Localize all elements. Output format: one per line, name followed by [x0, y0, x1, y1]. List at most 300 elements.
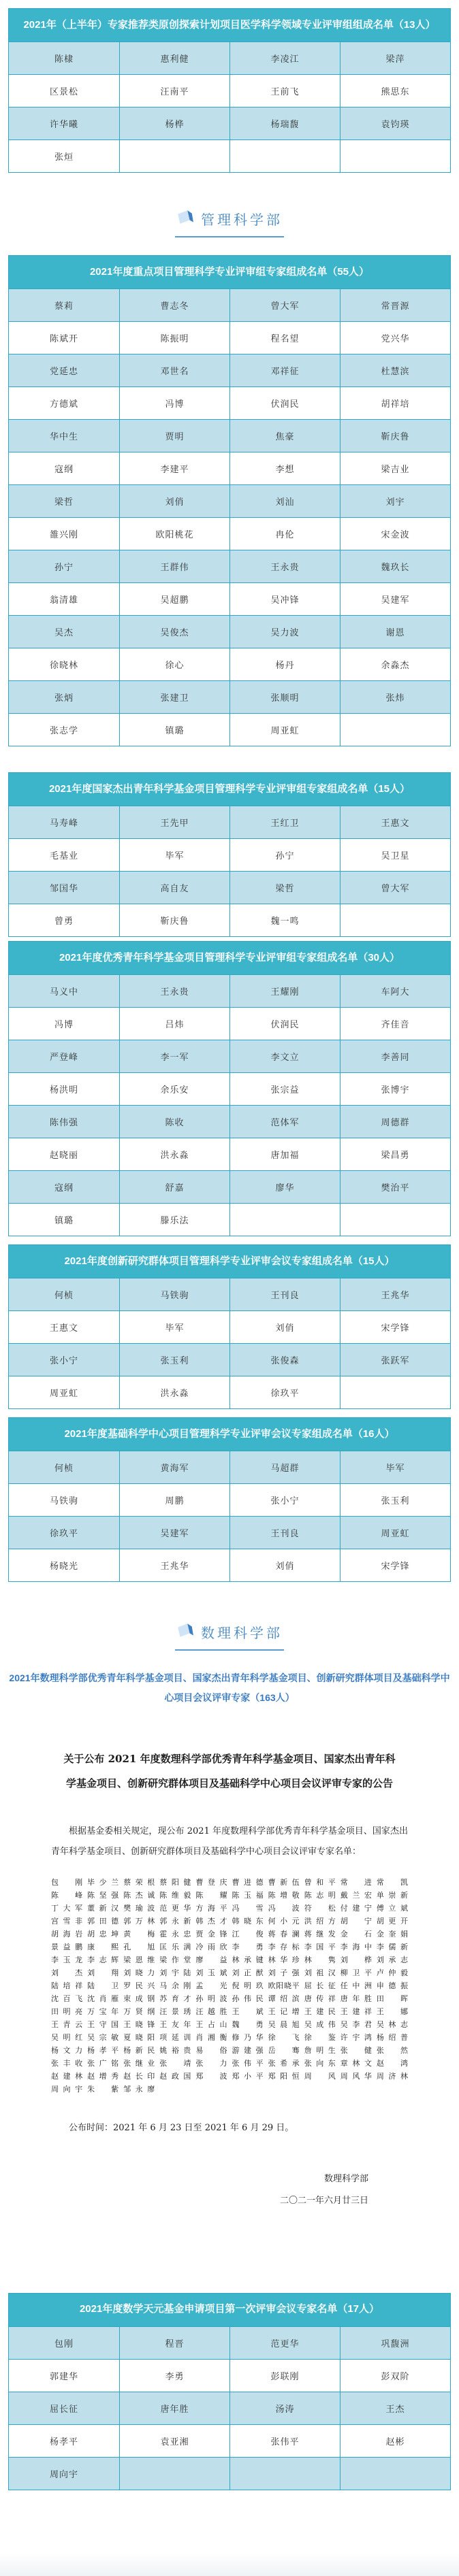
expert-name-cell: 毕军 [119, 839, 230, 871]
expert-name-cell: 袁钧瑛 [340, 108, 450, 139]
doc-expert-name: 刘子强 [268, 1968, 300, 1977]
bottom-spacer [0, 2490, 459, 2553]
doc-expert-name: 朱紫 [87, 2084, 119, 2094]
doc-expert-name: 束成钢 [123, 1994, 155, 2003]
doc-expert-name: 景益鹏 [51, 1942, 83, 1951]
doc-expert-name: 曹新伍 [268, 1877, 300, 1887]
expert-name-cell: 王惠文 [49, 1323, 78, 1333]
expert-name-cell: 惠利健 [119, 42, 230, 74]
doc-expert-name: 刘玉斌 [195, 1968, 227, 1977]
footer-hint [0, 2553, 459, 2576]
doc-expert-name: 王晓锋 [123, 2019, 155, 2029]
expert-name-cell: 曾勇 [54, 916, 74, 926]
table-row [9, 806, 450, 838]
doc-expert-name: 陈耀 [195, 1890, 227, 1900]
expert-name-cell: 洪永淼 [119, 1138, 230, 1170]
expert-name-cell: 袁亚湘 [119, 2425, 230, 2457]
expert-name-cell: 周向宇 [49, 2468, 78, 2479]
expert-name-cell: 张建卫 [119, 681, 230, 713]
doc-expert-name: 曹登庆 [195, 1877, 227, 1887]
table-row [9, 871, 450, 904]
expert-name-cell: 严登峰 [49, 1052, 78, 1062]
doc-expert-name: 董新汉 [87, 1903, 119, 1913]
expert-table-tianyuan [8, 2293, 451, 2490]
expert-name-cell: 吴建军 [340, 583, 450, 615]
doc-expert-name: 王青云 [51, 2019, 83, 2029]
doc-expert-name: 洪绍方 [304, 1916, 336, 1926]
expert-name-cell: 余淼杰 [340, 648, 450, 680]
table-row [9, 1549, 450, 1581]
doc-expert-name: 王友年 [159, 2019, 191, 2029]
expert-name-cell: 王永贵 [230, 550, 340, 582]
doc-name-row [51, 1915, 408, 1928]
doc-expert-name: 单崇新 [376, 1890, 408, 1900]
expert-name-cell: 范更华 [230, 2327, 340, 2359]
doc-expert-name: 蔡荣根 [123, 1877, 155, 1887]
doc-expert-name: 王建民 [304, 2007, 336, 2016]
doc-expert-name: 周风华 [340, 2071, 372, 2081]
dept-underline [175, 236, 284, 237]
doc-expert-name: 修乃华 [232, 2032, 264, 2042]
expert-name-cell: 杨瑞馥 [230, 108, 340, 139]
expert-name-cell: 陈收 [119, 1106, 230, 1138]
doc-expert-name: 万贤纲 [123, 2007, 155, 2016]
expert-name-cell: 欧阳桃花 [119, 518, 230, 550]
expert-name-cell: 宋金波 [340, 518, 450, 550]
expert-name-cell: 方德斌 [49, 399, 78, 409]
table-row [9, 139, 450, 172]
table-row [9, 1451, 450, 1483]
doc-expert-name: 陈增敬 [268, 1890, 300, 1900]
doc-expert-name: 张继业 [123, 2058, 155, 2068]
expert-name-cell [119, 2458, 230, 2490]
doc-expert-name: 周济林 [376, 2071, 408, 2081]
doc-expert-name: 丁大军 [51, 1903, 83, 1913]
doc-expert-name: 陈玉福 [232, 1890, 264, 1900]
expert-name-cell: 吴力波 [230, 616, 340, 648]
expert-name-cell: 徐晓林 [49, 660, 78, 670]
expert-name-cell: 刘汕 [230, 485, 340, 517]
expert-name-cell: 徐心 [119, 648, 230, 680]
doc-expert-name: 许宇鸿 [340, 2032, 372, 2042]
expert-name-cell: 梁吉业 [340, 452, 450, 484]
doc-expert-name: 郑小平 [232, 2071, 264, 2081]
doc-expert-name: 谭绍滨 [268, 1994, 300, 2003]
doc-expert-name: 赵建林 [51, 2071, 83, 2081]
expert-name-cell: 唐年胜 [119, 2392, 230, 2424]
doc-expert-name: 胡海岩 [51, 1929, 83, 1938]
expert-name-cell: 李一军 [119, 1040, 230, 1072]
table-row [9, 615, 450, 648]
doc-expert-name: 田明亮 [51, 2007, 83, 2016]
announcement-paragraph: 根据基金委相关规定，现公布 2021 年度数理科学部优秀青年科学基金项目、国家杰出青年科学基金项目、创新研究群体项目及基础科学中心项目会议评审专家名单： [51, 1826, 408, 1857]
expert-name-cell [340, 2458, 450, 2490]
table-row [9, 288, 450, 321]
expert-name-cell [340, 904, 450, 936]
table-row [9, 419, 450, 452]
expert-name-cell: 马寿峰 [49, 818, 78, 828]
table-row [9, 680, 450, 713]
table-row [9, 1516, 450, 1549]
doc-expert-name: 汪越胜 [195, 2007, 227, 2016]
expert-name-cell: 杨晓光 [49, 1561, 78, 1571]
expert-name-cell: 王兆华 [119, 1549, 230, 1581]
expert-name-cell: 樊治平 [340, 1171, 450, 1203]
doc-expert-name: 吴成伟 [304, 2019, 336, 2029]
expert-name-cell [340, 140, 450, 172]
expert-name-cell [230, 1204, 340, 1236]
doc-expert-name: 戴兰宏 [340, 1890, 372, 1900]
doc-expert-name: 毕少兰 [87, 1877, 119, 1887]
doc-name-row [51, 2044, 408, 2057]
expert-name-cell: 吴俊杰 [119, 616, 230, 648]
expert-name-cell: 王红卫 [230, 806, 340, 838]
expert-name-cell: 高自友 [119, 872, 230, 904]
doc-expert-name: 韩杰才 [195, 1916, 227, 1926]
expert-name-cell: 彭双阶 [340, 2360, 450, 2392]
doc-expert-name: 梁恩维 [123, 1955, 155, 1964]
table-row [9, 517, 450, 550]
expert-table-basic-science-centers [8, 1417, 451, 1582]
doc-expert-name: 霍永忠 [159, 1929, 191, 1938]
doc-expert-name: 江俊 [232, 1929, 264, 1938]
table-row [9, 1278, 450, 1310]
doc-expert-name: 张然 [376, 2045, 408, 2055]
doc-expert-name: 陈峰 [51, 1890, 83, 1900]
table-row [9, 1072, 450, 1105]
expert-name-cell: 张志学 [49, 725, 78, 736]
doc-expert-name: 王守国 [87, 2019, 119, 2029]
doc-expert-name: 蒋继发 [304, 1929, 336, 1938]
expert-name-cell: 李善同 [340, 1040, 450, 1072]
doc-expert-name: 梁作堂 [159, 1955, 191, 1964]
expert-name-cell: 吴卫星 [340, 839, 450, 871]
expert-name-cell: 周亚虹 [340, 1517, 450, 1549]
expert-name-cell: 梁昌勇 [340, 1138, 450, 1170]
expert-name-cell: 徐玖平 [230, 1376, 340, 1408]
doc-expert-name: 曾和平 [304, 1877, 336, 1887]
expert-name-cell: 梁萍 [340, 42, 450, 74]
expert-name-cell: 冯博 [54, 1019, 74, 1029]
doc-expert-name: 唐传祥 [304, 1994, 336, 2003]
doc-expert-name: 苏育才 [159, 1994, 191, 2003]
expert-name-cell: 靳庆鲁 [340, 420, 450, 452]
doc-expert-name: 郑阳恒 [268, 2071, 300, 2081]
expert-name-cell: 王永贵 [119, 975, 230, 1007]
doc-expert-name: 范更华 [159, 1903, 191, 1913]
table-row [9, 2392, 450, 2424]
doc-expert-name: 詹明生 [304, 2045, 336, 2055]
table-title: 2021年度数学天元基金申请项目第一次评审会议专家名单（17人） [9, 2294, 450, 2326]
doc-expert-name: 刘正猷 [232, 1968, 264, 1977]
expert-table-medical [8, 8, 451, 173]
expert-name-cell: 刘俏 [119, 485, 230, 517]
doc-expert-name: 吴明红 [51, 2032, 83, 2042]
table-row [9, 321, 450, 354]
doc-expert-name: 张丰收 [51, 2058, 83, 2068]
table-row [9, 386, 450, 419]
math-physics-subtitle: 2021年数理科学部优秀青年科学基金项目、国家杰出青年科学基金项目、创新研究群体项目及基础科学中心项目会议评审专家（163人） [9, 1672, 450, 1704]
expert-name-cell: 余乐安 [119, 1073, 230, 1105]
doc-expert-name: 杨文力 [51, 2045, 83, 2055]
doc-expert-name: 吴李君 [340, 2019, 372, 2029]
table-row [9, 838, 450, 871]
expert-name-cell: 张小宁 [49, 1355, 78, 1366]
doc-expert-name: 赵增秀 [87, 2071, 119, 2081]
expert-name-cell: 吴超鹏 [119, 583, 230, 615]
dept-label-management: 管理科学部 [201, 213, 283, 228]
expert-name-cell: 许华曦 [49, 119, 78, 129]
doc-expert-name: 李志辉 [87, 1955, 119, 1964]
doc-expert-name: 刘翔 [87, 1968, 119, 1977]
expert-name-cell: 翁清雄 [49, 595, 78, 605]
table-row [9, 1007, 450, 1040]
expert-name-cell: 伏润民 [230, 1008, 340, 1040]
doc-expert-name: 何小元 [268, 1916, 300, 1926]
doc-expert-name: 汪景琇 [159, 2007, 191, 2016]
expert-name-cell: 梁哲 [54, 497, 74, 507]
expert-name-cell: 寇纲 [54, 464, 74, 474]
doc-expert-name: 任中洲 [340, 1981, 372, 1990]
expert-name-cell: 汤涛 [230, 2392, 340, 2424]
expert-name-cell: 张炜 [340, 681, 450, 713]
doc-expert-name: 刘祖汉 [304, 1968, 336, 1977]
expert-name-cell: 梁哲 [230, 872, 340, 904]
expert-name-cell: 杨丹 [230, 648, 340, 680]
table-row [9, 904, 450, 936]
expert-name-cell: 吴冲锋 [230, 583, 340, 615]
doc-expert-name: 卢仲毅 [376, 1968, 408, 1977]
doc-name-row [51, 1979, 408, 1992]
expert-name-cell: 舒嘉 [119, 1171, 230, 1203]
expert-name-cell: 赵晓丽 [49, 1150, 78, 1160]
expert-name-cell [340, 1204, 450, 1236]
doc-expert-name: 张伟平 [232, 2058, 264, 2068]
doc-expert-name: 王娜 [376, 2007, 408, 2016]
expert-name-cell: 刘俏 [230, 1311, 340, 1343]
expert-name-cell: 张玉利 [119, 1344, 230, 1376]
expert-name-cell: 杨洪明 [49, 1085, 78, 1095]
expert-name-cell: 曾大军 [340, 872, 450, 904]
expert-name-cell: 马铁驹 [119, 1278, 230, 1310]
expert-name-cell: 孙宁 [230, 839, 340, 871]
doc-expert-name: 杨绍普 [376, 2032, 408, 2042]
table-row [9, 74, 450, 107]
table-row [9, 974, 450, 1007]
expert-name-cell: 周亚虹 [49, 1388, 78, 1398]
expert-name-cell: 蔡莉 [54, 301, 74, 311]
doc-expert-name: 倪明玖 [232, 1981, 264, 1990]
doc-name-row [51, 1992, 408, 2005]
doc-expert-name: 邹永廖 [123, 2084, 155, 2094]
cube-icon [176, 1621, 194, 1642]
doc-expert-name: 欧阳晓平 [268, 1981, 300, 1990]
table-title: 2021年度国家杰出青年科学基金项目管理科学专业评审组专家组成名单（15人） [9, 773, 450, 806]
expert-name-cell: 宋学锋 [340, 1311, 450, 1343]
expert-name-cell: 伏润民 [230, 387, 340, 419]
doc-expert-name: 包刚 [51, 1877, 83, 1887]
doc-expert-name: 方海平 [195, 1903, 227, 1913]
expert-name-cell: 毛基业 [49, 851, 78, 861]
table-row [9, 1203, 450, 1236]
announcement-title: 关于公布 2021 年度数理科学部优秀青年科学基金项目、国家杰出青年科学基金项目、创新研究群体项目及基础科学中心项目会议评审专家的公告 [63, 1752, 396, 1789]
doc-name-row [51, 1966, 408, 1979]
doc-expert-name: 廖益 [195, 1955, 227, 1964]
doc-expert-name: 柳卫平 [340, 1968, 372, 1977]
doc-expert-name: 郭万林 [123, 1916, 155, 1926]
expert-name-cell: 何桢 [54, 1463, 74, 1473]
expert-name-cell: 常晋源 [340, 289, 450, 321]
table-title: 2021年度创新研究群体项目管理科学专业评审会议专家组成名单（15人） [9, 1245, 450, 1278]
expert-name-cell: 张伟平 [230, 2425, 340, 2457]
expert-name-cell: 王先甲 [119, 806, 230, 838]
doc-expert-name: 冯波 [268, 1903, 300, 1913]
doc-expert-name: 林承键 [232, 1955, 264, 1964]
doc-expert-name: 符松 [304, 1903, 336, 1913]
doc-expert-name: 易俗 [195, 2045, 227, 2055]
expert-name-cell: 马铁驹 [49, 1496, 78, 1506]
expert-name-cell: 刘俏 [230, 1549, 340, 1581]
doc-expert-name: 孙明波 [195, 1994, 227, 2003]
expert-name-cell: 廖华 [230, 1171, 340, 1203]
doc-expert-name: 李存标 [268, 1942, 300, 1951]
doc-expert-name: 林隽 [304, 1955, 336, 1964]
doc-expert-name: 岳骞 [268, 2045, 300, 2055]
expert-name-cell: 周鹏 [119, 1484, 230, 1516]
doc-name-row [51, 1889, 408, 1902]
expert-name-cell: 彭联刚 [230, 2360, 340, 2392]
doc-expert-name: 章林文 [340, 2058, 372, 2068]
expert-name-cell [340, 1376, 450, 1408]
expert-name-cell: 汪南平 [119, 75, 230, 107]
expert-name-cell: 张博宇 [340, 1073, 450, 1105]
doc-expert-name: 孙伟民 [232, 1994, 264, 2003]
expert-name-cell: 徐玖平 [49, 1528, 78, 1538]
doc-expert-name: 吴晨旭 [268, 2019, 300, 2029]
doc-expert-name: 匡乐满 [159, 1942, 191, 1951]
expert-name-cell: 曹志冬 [119, 289, 230, 321]
table-row [9, 42, 450, 74]
expert-name-cell: 魏玖长 [340, 550, 450, 582]
expert-name-cell: 华中生 [49, 431, 78, 442]
expert-name-cell: 刘宇 [340, 485, 450, 517]
expert-name-cell: 吴建军 [119, 1517, 230, 1549]
expert-name-cell: 杜慧滨 [340, 354, 450, 386]
expert-name-cell: 滕乐法 [119, 1204, 230, 1236]
doc-name-row [51, 1876, 408, 1889]
doc-expert-name: 李玉龙 [51, 1955, 83, 1964]
doc-expert-name: 沈百飞 [51, 1994, 83, 2003]
expert-name-cell: 张俊森 [230, 1344, 340, 1376]
expert-name-cell: 王刊良 [230, 1517, 340, 1549]
expert-name-cell: 党延忠 [49, 366, 78, 376]
doc-expert-name: 周向宇 [51, 2084, 83, 2094]
expert-name-cell [230, 2458, 340, 2490]
doc-expert-name: 宫雪非 [51, 1916, 83, 1926]
table-row [9, 1138, 450, 1170]
table-row [9, 550, 450, 582]
doc-expert-name: 刘承志 [376, 1955, 408, 1964]
doc-expert-name: 胡宁 [340, 1916, 372, 1926]
expert-name-cell [340, 714, 450, 746]
doc-expert-name: 陆培祥 [51, 1981, 83, 1990]
expert-name-cell: 张宗益 [230, 1073, 340, 1105]
expert-name-cell: 王前飞 [230, 75, 340, 107]
expert-name-cell: 毕军 [340, 1451, 450, 1483]
doc-expert-name: 赵政国 [159, 2071, 191, 2081]
doc-expert-name: 王记增 [268, 2007, 300, 2016]
expert-name-cell: 李凌江 [230, 42, 340, 74]
table-row [9, 2457, 450, 2490]
expert-name-cell: 魏一鸣 [230, 904, 340, 936]
doc-expert-name: 常进 [340, 1877, 372, 1887]
doc-expert-name: 蔡阳健 [159, 1877, 191, 1887]
doc-expert-name: 韩晓东 [232, 1916, 264, 1926]
table-row [9, 107, 450, 139]
doc-expert-name: 张健 [340, 2045, 372, 2055]
expert-name-cell: 陈伟强 [49, 1117, 78, 1127]
doc-expert-name: 万宝年 [87, 2007, 119, 2016]
expert-name-cell: 张小宁 [230, 1484, 340, 1516]
doc-expert-name: 傅立斌 [376, 1903, 408, 1913]
doc-expert-name: 游建强 [232, 2045, 264, 2055]
expert-name-cell: 洪永淼 [119, 1376, 230, 1408]
table-title: 2021年度重点项目管理科学专业评审组专家组成名单（55人） [9, 256, 450, 288]
expert-name-cell: 镇璐 [119, 714, 230, 746]
doc-expert-name: 王占山 [195, 2019, 227, 2029]
doc-expert-name: 肖湘衡 [195, 2032, 227, 2042]
expert-name-cell: 李勇 [119, 2360, 230, 2392]
doc-expert-name: 项延训 [159, 2032, 191, 2042]
expert-name-cell: 贾明 [119, 420, 230, 452]
expert-name-cell: 冯博 [119, 387, 230, 419]
doc-expert-name: 郭田德 [87, 1916, 119, 1926]
table-row [9, 1040, 450, 1072]
doc-name-row [51, 1941, 408, 1953]
doc-name-row [51, 2031, 408, 2044]
doc-expert-name: 曹进德 [232, 1877, 264, 1887]
doc-expert-name: 王建祥 [340, 2007, 372, 2016]
doc-expert-name: 刘杰 [51, 1968, 83, 1977]
expert-name-cell: 毕军 [119, 1311, 230, 1343]
doc-expert-name: 郭永新 [159, 1916, 191, 1926]
doc-expert-name: 沈肖雁 [87, 1994, 119, 2003]
expert-name-cell: 马超群 [230, 1451, 340, 1483]
table-row [9, 713, 450, 746]
doc-name-row [51, 2083, 408, 2096]
expert-name-cell: 巩馥洲 [340, 2327, 450, 2359]
expert-table-excellent-youth [8, 941, 451, 1236]
doc-expert-name: 陈杰诚 [123, 1890, 155, 1900]
table-row [9, 1376, 450, 1408]
doc-expert-name: 赵长印 [123, 2071, 155, 2081]
expert-name-cell: 张顺明 [230, 681, 340, 713]
doc-expert-name: 黄梅 [123, 1929, 155, 1938]
publish-time: 公布时间：2021 年 6 月 23 日至 2021 年 6 月 29 日。 [69, 2122, 294, 2133]
expert-name-cell: 陈振明 [119, 322, 230, 354]
doc-expert-name: 罗民兴 [123, 1981, 155, 1990]
table-row [9, 1483, 450, 1516]
doc-expert-name: 李海中 [340, 1942, 372, 1951]
doc-expert-name: 唐年胜 [340, 1994, 372, 2003]
expert-name-cell: 靳庆鲁 [119, 904, 230, 936]
dept-underline [175, 1649, 284, 1651]
doc-expert-name: 姚裕贵 [159, 2045, 191, 2055]
doc-expert-name: 王斌 [232, 2007, 264, 2016]
expert-name-cell: 赵彬 [340, 2425, 450, 2457]
doc-expert-name: 陈坚强 [87, 1890, 119, 1900]
expert-table-key-projects [8, 255, 451, 746]
